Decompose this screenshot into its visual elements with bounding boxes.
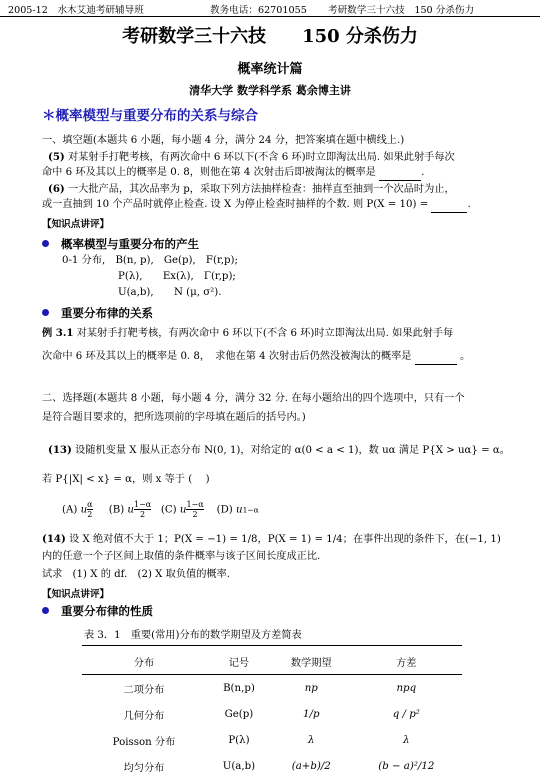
bullet-dot-icon	[42, 240, 49, 247]
table-cell: 均匀分布	[123, 762, 165, 774]
column-header: 记号	[206, 646, 272, 675]
example-line-2	[42, 350, 470, 365]
option-c-subscript	[186, 500, 203, 519]
table-row	[82, 701, 462, 727]
page-subtitle: 概率统计篇	[237, 62, 303, 77]
table-cell: 几何分布	[123, 710, 165, 722]
section-title: ＊概率模型与重要分布的关系与综合	[42, 108, 258, 124]
example-label: 例 3.1	[42, 327, 74, 339]
question-13-text: 设随机变量 X 服从正态分布 N(0, 1)，对给定的 α(0 < a < 1)，数 uα 满足 P{X > uα} = α。	[75, 445, 510, 456]
option-d-label: (D)	[216, 504, 233, 516]
question-5-text-2: 命中 6 环及其以上的概率是 0. 8，则他在第 4 次射击后即被淘汰的概率是	[42, 167, 376, 178]
question-6-text: 一大批产品，其次品率为 p，采取下列方法抽样检查：抽样直至抽到一个次品时为止，	[67, 184, 455, 195]
bullet-heading	[42, 305, 153, 321]
option-c-symbol: u	[179, 504, 187, 516]
fill-in-intro: 一、填空题(本题共 6 小题，每小题 4 分，满分 24 分，把答案填在题中横线上.)	[42, 135, 405, 146]
bullet-heading-text: 概率模型与重要分布的产生	[61, 237, 199, 251]
question-5-text: 对某射手打靶考核，有两次命中 6 环以下(不含 6 环)时立即淘汰出局. 如果此射手每次	[67, 152, 455, 163]
header-right: 考研数学三十六技 150 分杀伤力	[328, 5, 475, 16]
column-header: 数学期望	[272, 646, 351, 675]
option-d-subscript: 1−α	[242, 505, 259, 515]
option-a-symbol: u	[80, 504, 88, 516]
table-cell: npq	[396, 682, 417, 694]
table-cell: q / p²	[392, 708, 420, 720]
table-cell: np	[304, 682, 318, 694]
bullet-dot-icon	[42, 607, 49, 614]
question-13-options	[62, 500, 259, 519]
table-cell: P(λ)	[228, 734, 250, 746]
subscript-bottom: 2	[87, 510, 93, 519]
question-14-line-3: 试求 (1) X 的 df. (2) X 取负值的概率.	[42, 569, 231, 580]
header-phone: 教务电话：62701055	[210, 5, 307, 16]
page-title: 考研数学三十六技 150 分杀伤力	[122, 26, 418, 47]
knowledge-tag: 【知识点讲评】	[42, 589, 110, 600]
subscript-bottom: 2	[192, 510, 198, 519]
subscript-top: 1−α	[186, 500, 204, 509]
option-b-subscript	[134, 500, 151, 519]
question-14-line-1	[42, 532, 501, 547]
table-row	[82, 727, 462, 753]
table-cell: (a+b)/2	[291, 760, 331, 772]
column-header: 方差	[351, 646, 462, 675]
question-5-number: (5)	[48, 151, 65, 163]
distribution-row-3: U(a,b), N (μ, σ²).	[118, 287, 222, 298]
table-header-row	[82, 646, 462, 675]
table-cell: 二项分布	[123, 684, 165, 696]
header-left: 2005-12 水木艾迪考研辅导班	[8, 5, 144, 16]
subscript-bottom: 2	[140, 510, 146, 519]
table-cell: B(n,p)	[223, 682, 255, 694]
bullet-heading-text: 重要分布律的性质	[61, 604, 153, 618]
question-14-line-2: 内的任意一个子区间上取值的条件概率与该子区间长度成正比.	[42, 551, 321, 562]
option-d-symbol: u	[236, 504, 243, 516]
table-cell: Poisson 分布	[112, 736, 176, 748]
option-b-symbol: u	[127, 504, 134, 516]
table-cell: 1/p	[303, 708, 320, 720]
distribution-row-1: 0-1 分布, B(n, p), Ge(p), F(r,p);	[62, 255, 238, 266]
page-header	[0, 0, 540, 17]
question-14-text: 设 X 绝对值不大于 1；P(X = −1) = 1/8，P(X = 1) = 1/4；在事件出现的条件下，在(−1, 1)	[69, 534, 501, 545]
choice-intro-2: 是符合题目要求的，把所选项前的字母填在题后的括号内。)	[42, 412, 306, 423]
option-c-label: (C)	[160, 504, 177, 516]
option-a-label: (A)	[62, 504, 78, 516]
table-cell: U(a,b)	[222, 760, 256, 772]
question-6-line-2: 或一直抽到 10 个产品时就停止检查. 设 X 为停止检查时抽样的个数. 则 P(X = 10) = .	[42, 198, 471, 213]
question-14-number: (14)	[42, 533, 66, 545]
table-cell: λ	[403, 734, 410, 746]
example-line-1	[42, 326, 453, 341]
subscript-top: 1−α	[133, 500, 152, 509]
subscript-top: α	[87, 500, 93, 509]
column-header: 分布	[82, 646, 206, 675]
bullet-dot-icon	[42, 309, 49, 316]
question-5-line-2: 命中 6 环及其以上的概率是 0. 8，则他在第 4 次射击后即被淘汰的概率是 .	[42, 166, 424, 181]
answer-blank	[379, 166, 421, 181]
question-6-number: (6)	[48, 183, 65, 195]
question-5-line-1	[48, 150, 455, 165]
table-cell: Ge(p)	[224, 708, 254, 720]
example-text-2: 次命中 6 环及其以上的概率是 0. 8， 求他在第 4 次射击后仍然没被淘汰的概率是	[42, 351, 412, 362]
example-text: 对某射手打靶考核，有两次命中 6 环以下(不含 6 环)时立即淘汰出局. 如果此射手每	[76, 328, 454, 339]
choice-intro-1: 二、选择题(本题共 8 小题，每小题 4 分，满分 32 分. 在每小题给出的四个选项中，只有一个	[42, 393, 465, 404]
distribution-row-2: P(λ), Ex(λ), Γ(r,p);	[118, 271, 236, 282]
table-cell: λ	[308, 734, 315, 746]
question-13-condition: 若 P{|X| < x} = α，则 x 等于 ( )	[42, 474, 210, 485]
table-cell: (b − a)²/12	[378, 760, 435, 772]
table-row	[82, 753, 462, 779]
question-6-line-1	[48, 182, 455, 197]
answer-blank	[431, 198, 467, 213]
question-13-number: (13)	[48, 444, 72, 456]
answer-blank	[415, 350, 457, 365]
distribution-table	[82, 645, 462, 779]
question-13-line	[48, 443, 510, 458]
knowledge-tag: 【知识点讲评】	[42, 219, 110, 230]
example-end: 。	[460, 351, 471, 362]
option-a-subscript	[87, 500, 92, 519]
bullet-heading	[42, 603, 153, 619]
table-caption: 表 3．1 重要(常用)分布的数学期望及方差简表	[84, 630, 302, 641]
author-line: 清华大学 数学科学系 葛余博主讲	[189, 84, 351, 97]
option-b-label: (B)	[108, 504, 125, 516]
bullet-heading-text: 重要分布律的关系	[61, 306, 153, 320]
table-row	[82, 675, 462, 702]
bullet-heading	[42, 236, 199, 252]
question-6-text-2: 或一直抽到 10 个产品时就停止检查. 设 X 为停止检查时抽样的个数. 则 P(X = 10) =	[42, 199, 429, 210]
